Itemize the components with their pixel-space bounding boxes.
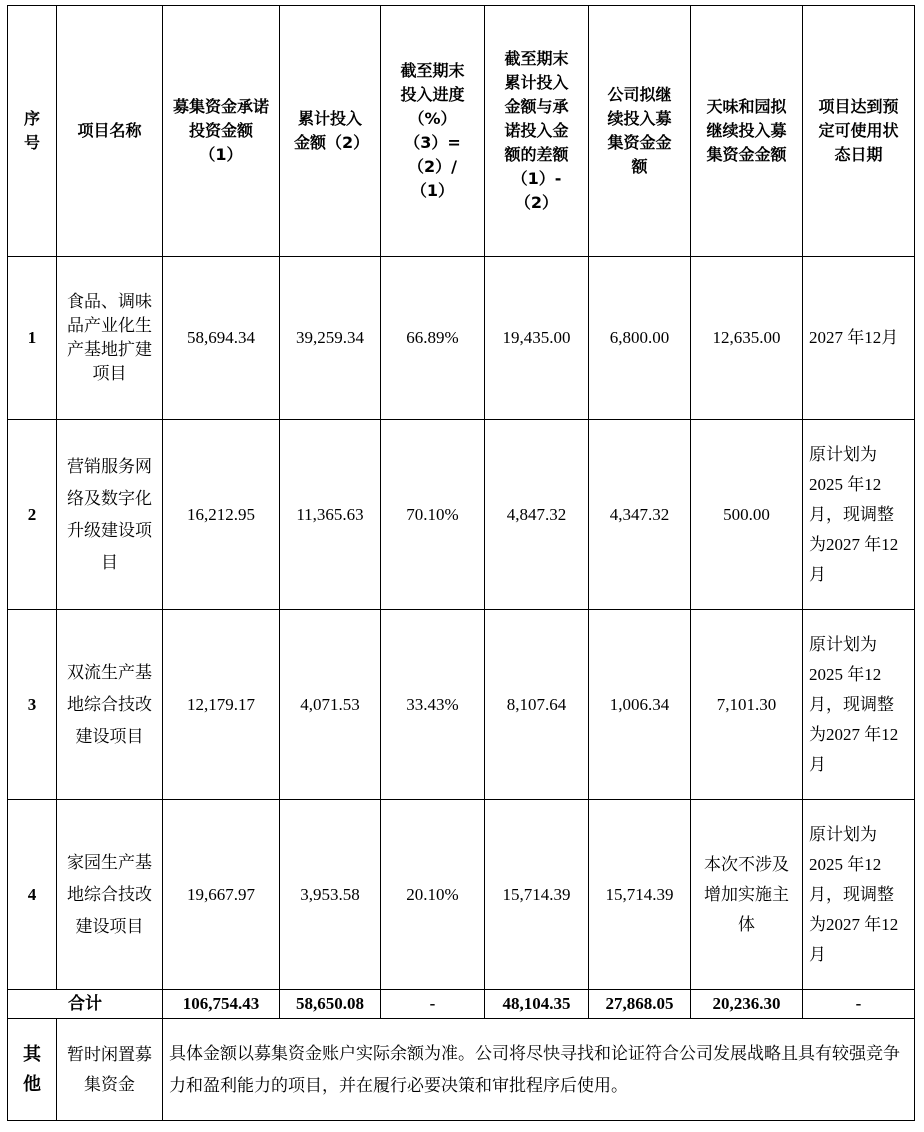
table-row <box>8 257 915 420</box>
row-date: 原计划为2025 年12月，现调整为2027 年12月 <box>803 800 915 990</box>
row-name: 食品、调味品产业化生产基地扩建项目 <box>57 257 163 420</box>
row-seq: 4 <box>8 800 57 990</box>
row-date: 原计划为2025 年12月，现调整为2027 年12月 <box>803 420 915 610</box>
total-committed: 106,754.43 <box>163 990 280 1019</box>
row-seq: 1 <box>8 257 57 420</box>
row-name: 双流生产基地综合技改建设项目 <box>57 610 163 800</box>
total-cumulative: 58,650.08 <box>280 990 381 1019</box>
total-tianwei: 20,236.30 <box>691 990 803 1019</box>
row-tianwei: 12,635.00 <box>691 257 803 420</box>
header-diff: 截至期末累计投入金额与承诺投入金额的差额（1）-（2） <box>485 6 589 257</box>
row-name: 家园生产基地综合技改建设项目 <box>57 800 163 990</box>
row-tianwei: 本次不涉及增加实施主体 <box>691 800 803 990</box>
row-diff: 8,107.64 <box>485 610 589 800</box>
row-company: 15,714.39 <box>589 800 691 990</box>
total-date: - <box>803 990 915 1019</box>
total-row <box>8 990 915 1019</box>
fund-usage-table <box>7 5 915 1121</box>
total-progress: - <box>381 990 485 1019</box>
other-note: 具体金额以募集资金账户实际余额为准。公司将尽快寻找和论证符合公司发展战略且具有较强竞争力和盈利能力的项目，并在履行必要决策和审批程序后使用。 <box>163 1019 915 1121</box>
total-company: 27,868.05 <box>589 990 691 1019</box>
row-committed: 19,667.97 <box>163 800 280 990</box>
row-cumulative: 11,365.63 <box>280 420 381 610</box>
row-diff: 19,435.00 <box>485 257 589 420</box>
row-committed: 16,212.95 <box>163 420 280 610</box>
table-row <box>8 610 915 800</box>
header-cumulative: 累计投入金额（2） <box>280 6 381 257</box>
table-row <box>8 420 915 610</box>
row-committed: 58,694.34 <box>163 257 280 420</box>
row-seq: 2 <box>8 420 57 610</box>
row-progress: 66.89% <box>381 257 485 420</box>
row-cumulative: 39,259.34 <box>280 257 381 420</box>
row-company: 6,800.00 <box>589 257 691 420</box>
row-cumulative: 3,953.58 <box>280 800 381 990</box>
row-name: 营销服务网络及数字化升级建设项目 <box>57 420 163 610</box>
header-progress: 截至期末投入进度（%）（3）=（2）/（1） <box>381 6 485 257</box>
header-name: 项目名称 <box>57 6 163 257</box>
row-company: 1,006.34 <box>589 610 691 800</box>
table-row <box>8 800 915 990</box>
row-cumulative: 4,071.53 <box>280 610 381 800</box>
row-progress: 33.43% <box>381 610 485 800</box>
row-progress: 70.10% <box>381 420 485 610</box>
other-row <box>8 1019 915 1121</box>
row-diff: 15,714.39 <box>485 800 589 990</box>
total-label: 合计 <box>8 990 163 1019</box>
row-tianwei: 7,101.30 <box>691 610 803 800</box>
row-committed: 12,179.17 <box>163 610 280 800</box>
total-diff: 48,104.35 <box>485 990 589 1019</box>
header-committed: 募集资金承诺投资金额（1） <box>163 6 280 257</box>
header-row <box>8 6 915 257</box>
row-tianwei: 500.00 <box>691 420 803 610</box>
other-label: 其他 <box>8 1019 57 1121</box>
row-date: 原计划为2025 年12月，现调整为2027 年12月 <box>803 610 915 800</box>
header-seq: 序号 <box>8 6 57 257</box>
header-tianwei: 天味和园拟继续投入募集资金金额 <box>691 6 803 257</box>
row-seq: 3 <box>8 610 57 800</box>
row-company: 4,347.32 <box>589 420 691 610</box>
row-date: 2027 年12月 <box>803 257 915 420</box>
header-company: 公司拟继续投入募集资金金额 <box>589 6 691 257</box>
header-date: 项目达到预定可使用状态日期 <box>803 6 915 257</box>
other-name: 暂时闲置募集资金 <box>57 1019 163 1121</box>
row-diff: 4,847.32 <box>485 420 589 610</box>
row-progress: 20.10% <box>381 800 485 990</box>
